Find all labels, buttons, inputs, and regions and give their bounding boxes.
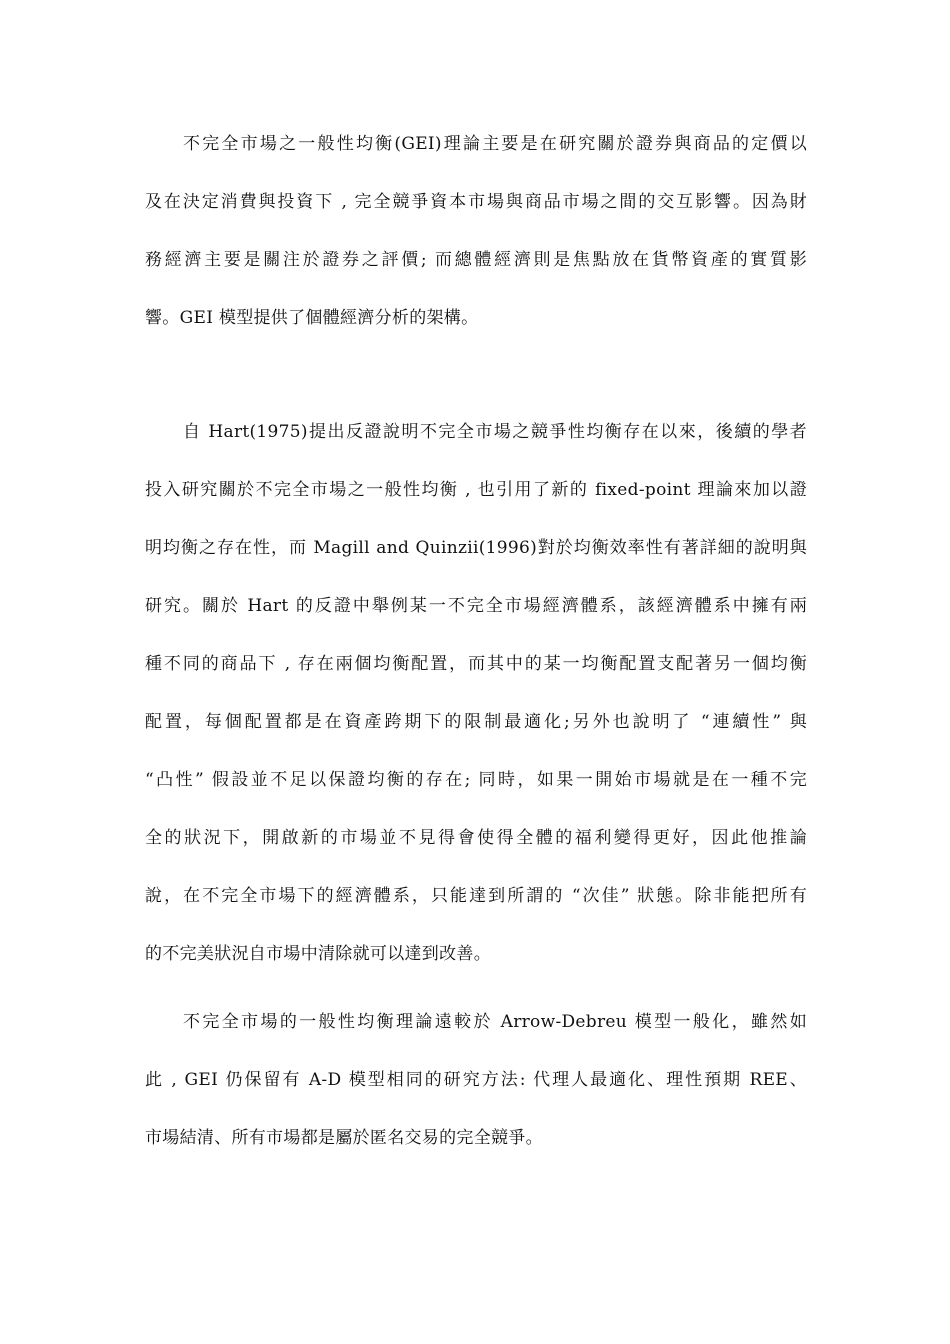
- paragraph-line: 說，在不完全市場下的經濟體系，只能達到所謂的 “次佳” 狀態。除非能把所有: [145, 886, 807, 906]
- paragraph-line: 全的狀況下，開啟新的市場並不見得會使得全體的福利變得更好，因此他推論: [145, 828, 807, 848]
- paragraph-line: 的不完美狀況自市場中清除就可以達到改善。: [145, 944, 491, 964]
- paragraph-line: 不完全市場的一般性均衡理論遠較於 Arrow-Debreu 模型一般化，雖然如: [183, 1012, 807, 1032]
- paragraph-line: 此 , GEI 仍保留有 A-D 模型相同的研究方法: 代理人最適化、理性預期 REE、: [145, 1070, 807, 1090]
- paragraph-line: 種不同的商品下 , 存在兩個均衡配置，而其中的某一均衡配置支配著另一個均衡: [145, 654, 807, 674]
- paragraph-line: 配置，每個配置都是在資產跨期下的限制最適化;另外也說明了 “連續性” 與: [145, 712, 807, 732]
- paragraph-line: 不完全市場之一般性均衡(GEI)理論主要是在研究關於證券與商品的定價以: [183, 134, 807, 154]
- paragraph-line: 響。GEI 模型提供了個體經濟分析的架構。: [145, 308, 479, 328]
- paragraph-line: “凸性” 假設並不足以保證均衡的存在; 同時，如果一開始市場就是在一種不完: [145, 770, 807, 790]
- paragraph-line: 及在決定消費與投資下 , 完全競爭資本市場與商品市場之間的交互影響。因為財: [145, 192, 807, 212]
- paragraph-line: 自 Hart(1975)提出反證說明不完全市場之競爭性均衡存在以來，後續的學者: [183, 422, 807, 442]
- paragraph-line: 明均衡之存在性，而 Magill and Quinzii(1996)對於均衡效率性有著詳細的說明與: [145, 538, 807, 558]
- paragraph-line: 務經濟主要是關注於證券之評價; 而總體經濟則是焦點放在貨幣資產的實質影: [145, 250, 807, 270]
- paragraph-line: 市場結清、所有市場都是屬於匿名交易的完全競爭。: [145, 1128, 543, 1148]
- paragraph-line: 投入研究關於不完全市場之一般性均衡 , 也引用了新的 fixed-point 理論來加以證: [145, 480, 807, 500]
- paragraph-line: 研究。關於 Hart 的反證中舉例某一不完全市場經濟體系，該經濟體系中擁有兩: [145, 596, 807, 616]
